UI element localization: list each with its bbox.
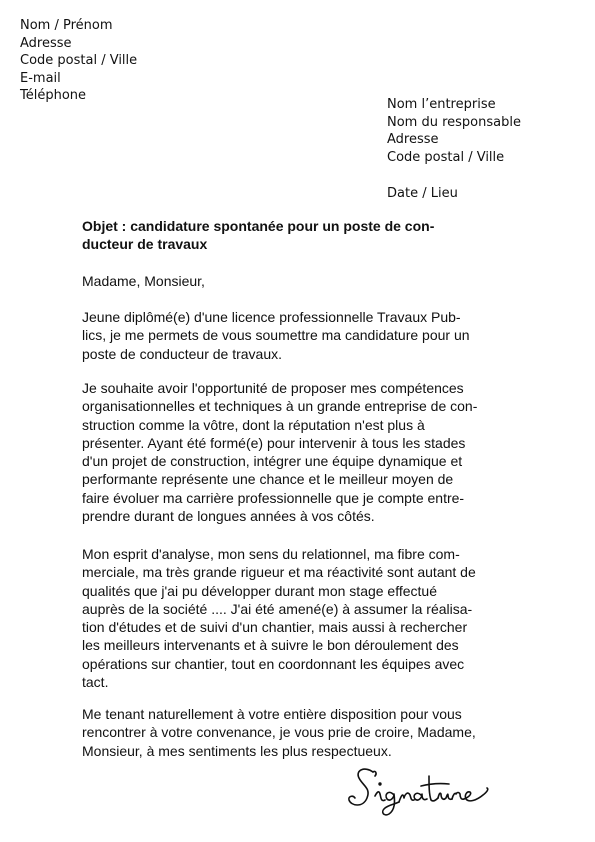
recipient-company: Nom l’entreprise [387,97,496,112]
paragraph-line: Me tenant naturellement à votre entière disposition pour vous [82,706,462,722]
paragraph-line: performante représente une chance et le meilleur moyen de [82,471,454,488]
handwritten-signature [345,762,495,818]
paragraph-line: lics, je me permets de vous soumettre ma candidature pour un [82,327,470,344]
letter-greeting: Madame, Monsieur, [82,273,205,289]
paragraph-line: auprès de la société .... J'ai été amené(e) à assumer la réalisa- [82,600,473,617]
recipient-address: Adresse [387,132,439,148]
sender-name: Nom / Prénom [20,18,113,33]
paragraph-line: merciale, ma très grande rigueur et ma réactivité sont autant de [82,564,476,581]
paragraph-line: tact. [82,674,109,691]
paragraph-line: Jeune diplômé(e) d'une licence professionnelle Travaux Pub- [82,309,461,325]
paragraph-line: poste de conducteur de travaux. [82,345,283,362]
paragraph-line: tion d'études et de suivi d'un chantier, mais aussi à rechercher [82,619,468,636]
sender-postal-city: Code postal / Ville [20,53,138,69]
paragraph-line: les meilleurs intervenants et à suivre le bon déroulement des [82,637,459,654]
paragraph-line: présenter. Ayant été formé(e) pour intervenir à tous les stades [82,434,466,451]
recipient-manager: Nom du responsable [387,114,521,130]
paragraph-line: rencontrer à votre convenance, je vous prie de croire, Madame, [82,724,476,741]
letter-subject [82,217,434,253]
paragraph-line: organisationnelles et techniques à un grande entreprise de con- [82,398,478,415]
paragraph-line: Je souhaite avoir l'opportunité de proposer mes compétences [82,380,464,396]
paragraph-closing [82,705,476,760]
paragraph-line: faire évoluer ma carrière professionnelle que je compte entre- [82,489,465,506]
sender-address: Adresse [20,35,72,51]
paragraph-introduction [82,308,470,363]
paragraph-line: struction comme la vôtre, dont la réputation n'est plus à [82,416,425,433]
subject-line: ducteur de travaux [82,236,208,252]
paragraph-motivation [82,379,477,525]
recipient-postal-city: Code postal / Ville [387,149,505,165]
recipient-address-block [387,96,521,166]
sender-email: E-mail [20,70,61,86]
paragraph-line: Mon esprit d'analyse, mon sens du relationnel, ma fibre com- [82,546,460,562]
paragraph-line: qualités que j'ai pu développer durant mon stage effectué [82,582,437,599]
subject-line: Objet : candidature spontanée pour un poste de con- [82,218,435,234]
paragraph-line: Monsieur, à mes sentiments les plus respectueux. [82,742,392,759]
paragraph-line: prendre durant de longues années à vos côtés. [82,508,375,525]
sender-phone: Téléphone [20,88,87,104]
sender-address-block [20,17,137,105]
date-place: Date / Lieu [387,186,458,201]
paragraph-skills [82,545,476,691]
paragraph-line: opérations sur chantier, tout en coordonnant les équipes avec [82,655,465,672]
paragraph-line: d'un projet de construction, intégrer une équipe dynamique et [82,453,463,470]
